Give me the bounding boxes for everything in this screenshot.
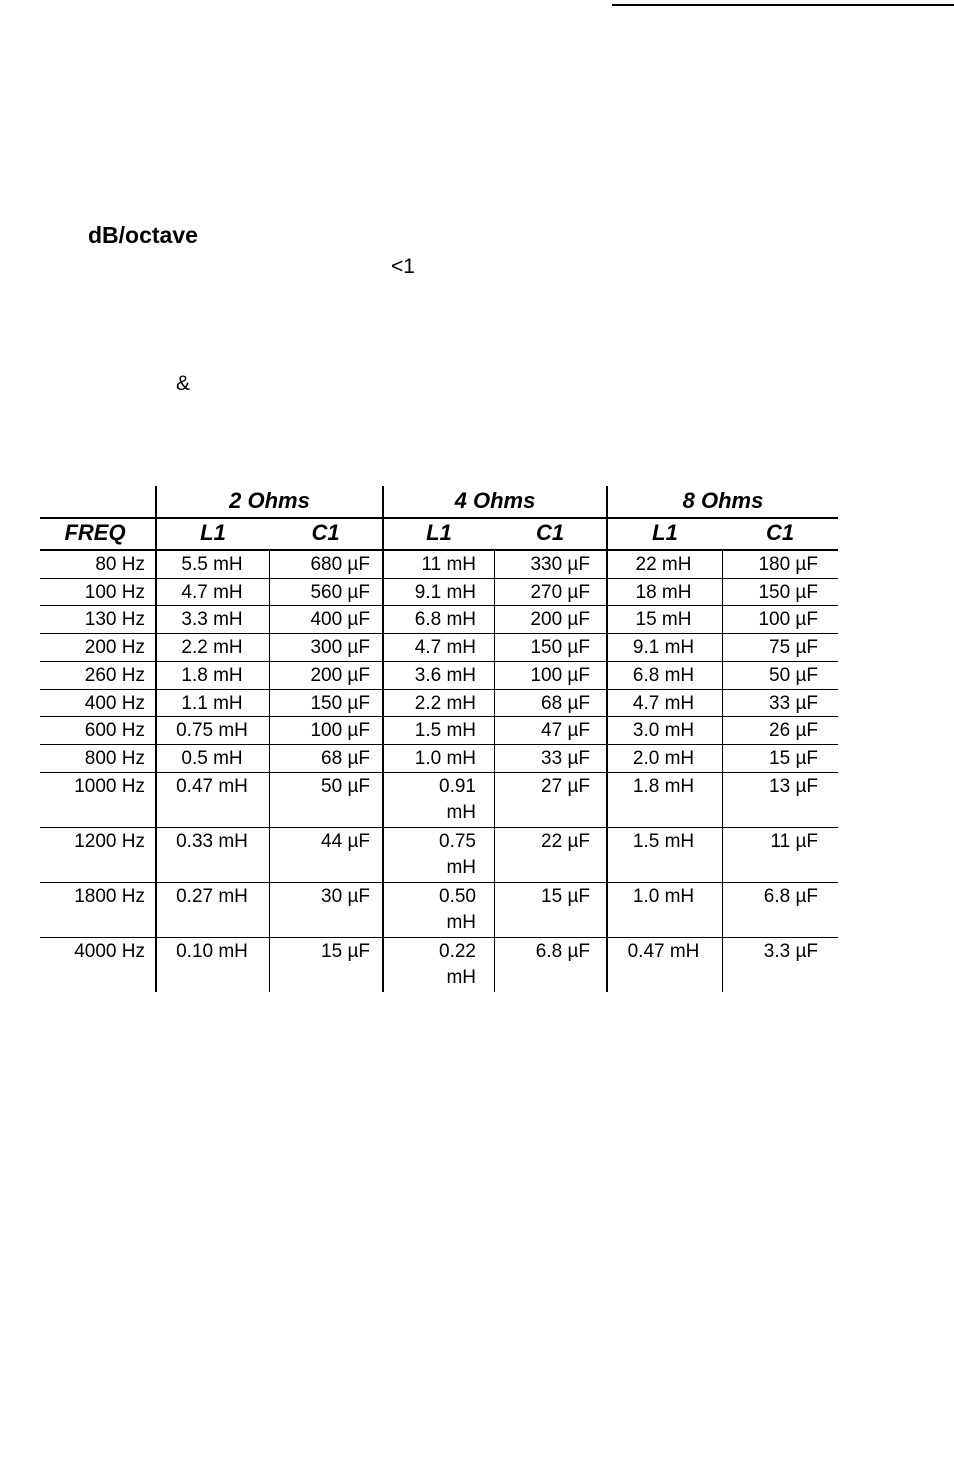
freq-cell: 1000 Hz: [74, 776, 145, 797]
freq-cell: 80 Hz: [95, 554, 145, 575]
column-divider: [606, 486, 608, 992]
subheader-rule: [40, 549, 838, 551]
sub-header: L1: [652, 520, 678, 545]
value-cell: 1.5 mH: [632, 831, 695, 852]
value-cell: 5.5 mH: [181, 554, 243, 575]
value-cell: 1.5 mH: [414, 720, 476, 741]
value-cell: 9.1 mH: [414, 582, 476, 603]
value-cell: 150 µF: [310, 693, 370, 714]
value-cell: 0.33 mH: [176, 831, 248, 852]
value-cell: 1.0 mH: [632, 886, 695, 907]
value-cell: 400 µF: [310, 609, 370, 630]
value-cell: 200 µF: [530, 609, 590, 630]
value-cell: 270 µF: [530, 582, 590, 603]
value-cell: 18 mH: [635, 582, 692, 603]
value-cell: 180 µF: [758, 554, 818, 575]
freq-cell: 1800 Hz: [74, 886, 145, 907]
freq-cell: 600 Hz: [84, 720, 145, 741]
value-cell: 33 µF: [769, 693, 818, 714]
value-cell: 300 µF: [310, 637, 370, 658]
value-cell: 3.0 mH: [632, 720, 695, 741]
row-rule: [40, 744, 838, 745]
value-cell: 680 µF: [310, 554, 370, 575]
sub-header: C1: [535, 520, 565, 545]
value-cell: 15 µF: [541, 886, 590, 907]
value-cell: 6.8 mH: [414, 609, 476, 630]
header-rule: [40, 517, 838, 519]
value-cell: 15 µF: [769, 748, 818, 769]
value-cell: 33 µF: [541, 748, 590, 769]
freq-cell: 4000 Hz: [74, 941, 145, 962]
freq-cell: 100 Hz: [84, 582, 145, 603]
value-cell: 4.7 mH: [632, 693, 695, 714]
value-cell: 1.8 mH: [632, 776, 695, 797]
row-rule: [40, 578, 838, 579]
value-cell: 150 µF: [758, 582, 818, 603]
value-cell: 150 µF: [530, 637, 590, 658]
value-cell: 0.91: [439, 776, 476, 797]
freq-cell: 130 Hz: [84, 609, 145, 630]
value-cell: 2.0 mH: [632, 748, 695, 769]
value-cell: 2.2 mH: [181, 637, 243, 658]
value-cell: 0.27 mH: [176, 886, 248, 907]
value-cell: mH: [446, 967, 476, 988]
freq-header: FREQ: [64, 520, 126, 545]
value-cell: mH: [446, 912, 476, 933]
value-cell: 0.47 mH: [627, 941, 700, 962]
value-cell: 0.22: [439, 941, 476, 962]
sub-header: C1: [311, 520, 340, 545]
column-divider: [494, 551, 495, 992]
group-header: 8 Ohms: [682, 488, 764, 513]
row-rule: [40, 827, 838, 828]
value-cell: 30 µF: [321, 886, 370, 907]
row-rule: [40, 937, 838, 938]
column-divider: [722, 551, 723, 992]
value-cell: 44 µF: [321, 831, 370, 852]
value-cell: 100 µF: [758, 609, 818, 630]
value-cell: 560 µF: [310, 582, 370, 603]
value-cell: 0.47 mH: [176, 776, 248, 797]
value-cell: 0.50: [439, 886, 476, 907]
freq-cell: 400 Hz: [84, 693, 145, 714]
row-rule: [40, 633, 838, 634]
value-cell: 9.1 mH: [632, 637, 695, 658]
value-cell: 200 µF: [310, 665, 370, 686]
row-rule: [40, 661, 838, 662]
freq-cell: 800 Hz: [84, 748, 145, 769]
value-cell: 330 µF: [530, 554, 590, 575]
value-cell: 1.1 mH: [181, 693, 243, 714]
value-cell: 22 µF: [541, 831, 590, 852]
value-cell: 22 mH: [635, 554, 692, 575]
value-cell: 100 µF: [310, 720, 370, 741]
group-header: 2 Ohms: [229, 488, 310, 513]
value-cell: 27 µF: [541, 776, 590, 797]
value-cell: 6.8 µF: [763, 886, 818, 907]
value-cell: 3.3 µF: [763, 941, 818, 962]
value-cell: 6.8 mH: [632, 665, 695, 686]
row-rule: [40, 882, 838, 883]
value-cell: 15 µF: [321, 941, 370, 962]
group-header: 4 Ohms: [454, 488, 536, 513]
value-cell: 75 µF: [769, 637, 818, 658]
column-divider: [269, 551, 270, 992]
sub-header: L1: [426, 520, 452, 545]
row-rule: [40, 772, 838, 773]
top-rule: [612, 4, 954, 6]
value-cell: 0.10 mH: [176, 941, 248, 962]
value-cell: 3.3 mH: [181, 609, 243, 630]
value-cell: 11 mH: [421, 554, 476, 575]
value-cell: 2.2 mH: [414, 693, 476, 714]
value-cell: 50 µF: [321, 776, 370, 797]
column-divider: [382, 486, 384, 992]
value-cell: 6.8 µF: [535, 941, 590, 962]
sub-header: L1: [200, 520, 226, 545]
value-cell: 0.75: [439, 831, 476, 852]
value-cell: 4.7 mH: [181, 582, 243, 603]
value-cell: 3.6 mH: [414, 665, 476, 686]
value-cell: mH: [446, 802, 476, 823]
value-cell: 0.5 mH: [181, 748, 243, 769]
value-cell: 15 mH: [635, 609, 692, 630]
db-octave-fragment: dB/octave: [88, 222, 198, 248]
value-cell: 0.75 mH: [176, 720, 248, 741]
value-cell: 50 µF: [769, 665, 818, 686]
value-cell: 68 µF: [541, 693, 590, 714]
row-rule: [40, 605, 838, 606]
value-cell: 1.0 mH: [414, 748, 476, 769]
value-cell: 68 µF: [321, 748, 370, 769]
value-cell: 100 µF: [530, 665, 590, 686]
sub-header: C1: [765, 520, 795, 545]
less-than-one-fragment: <1: [391, 255, 415, 278]
value-cell: mH: [446, 857, 476, 878]
freq-cell: 200 Hz: [84, 637, 145, 658]
row-rule: [40, 689, 838, 690]
row-rule: [40, 716, 838, 717]
value-cell: 11 µF: [770, 831, 818, 852]
freq-cell: 1200 Hz: [74, 831, 145, 852]
ampersand-fragment: &: [176, 372, 191, 395]
value-cell: 26 µF: [769, 720, 818, 741]
value-cell: 1.8 mH: [181, 665, 243, 686]
column-divider: [155, 486, 157, 992]
value-cell: 47 µF: [541, 720, 590, 741]
freq-cell: 260 Hz: [84, 665, 145, 686]
value-cell: 13 µF: [769, 776, 818, 797]
value-cell: 4.7 mH: [414, 637, 476, 658]
